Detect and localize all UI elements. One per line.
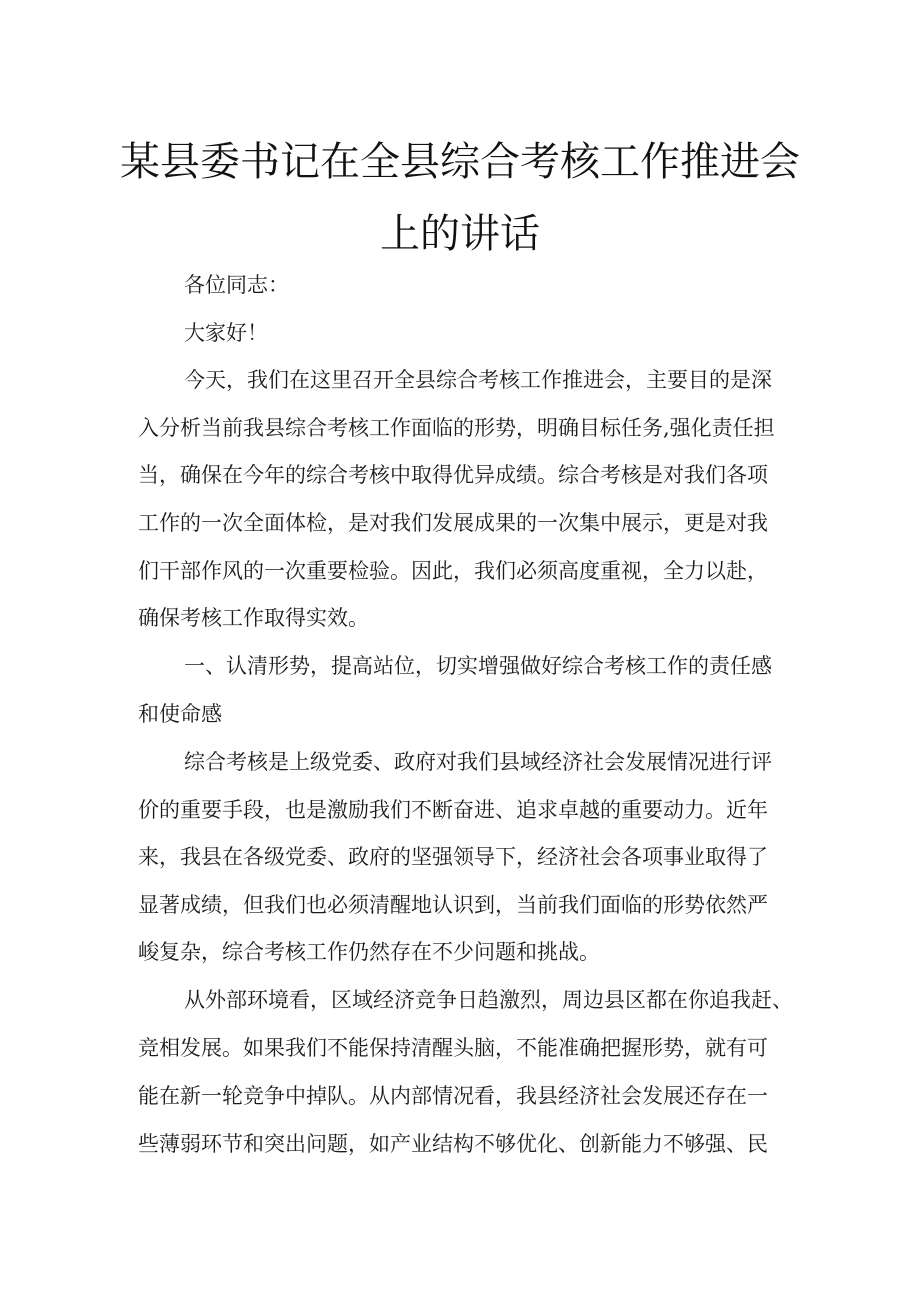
body-line: 当，确保在今年的综合考核中取得优异成绩。综合考核是对我们各项 xyxy=(138,463,768,487)
body-line: 确保考核工作取得实效。 xyxy=(138,606,369,630)
section-heading-line: 和使命感 xyxy=(138,702,222,726)
body-line: 入分析当前我县综合考核工作面临的形势，明确目标任务,强化责任担 xyxy=(138,416,775,440)
body-line: 工作的一次全面体检，是对我们发展成果的一次集中展示，更是对我 xyxy=(138,511,768,535)
body-line: 峻复杂，综合考核工作仍然存在不少问题和挑战。 xyxy=(138,940,600,964)
body-line: 综合考核是上级党委、政府对我们县域经济社会发展情况进行评 xyxy=(184,750,772,774)
document-title-line-1: 某县委书记在全县综合考核工作推进会 xyxy=(120,139,800,185)
salutation-line: 各位同志： xyxy=(184,273,289,297)
body-line: 今天，我们在这里召开全县综合考核工作推进会，主要目的是深 xyxy=(184,368,772,392)
document-title-line-2: 上的讲话 xyxy=(380,211,540,257)
body-line: 些薄弱环节和突出问题，如产业结构不够优化、创新能力不够强、民 xyxy=(138,1132,768,1156)
body-line: 们干部作风的一次重要检验。因此，我们必须高度重视，全力以赴， xyxy=(138,559,768,583)
greeting-line: 大家好！ xyxy=(184,321,268,345)
body-line: 价的重要手段，也是激励我们不断奋进、追求卓越的重要动力。近年 xyxy=(138,798,768,822)
body-line: 显著成绩，但我们也必须清醒地认识到，当前我们面临的形势依然严 xyxy=(138,893,768,917)
body-line: 从外部环境看，区域经济竞争日趋激烈，周边县区都在你追我赶、 xyxy=(184,988,793,1012)
body-line: 能在新一轮竞争中掉队。从内部情况看，我县经济社会发展还存在一 xyxy=(138,1084,768,1108)
section-heading-line: 一、认清形势，提高站位，切实增强做好综合考核工作的责任感 xyxy=(184,654,772,678)
body-line: 来，我县在各级党委、政府的坚强领导下，经济社会各项事业取得了 xyxy=(138,845,768,869)
body-line: 竞相发展。如果我们不能保持清醒头脑，不能准确把握形势，就有可 xyxy=(138,1036,768,1060)
